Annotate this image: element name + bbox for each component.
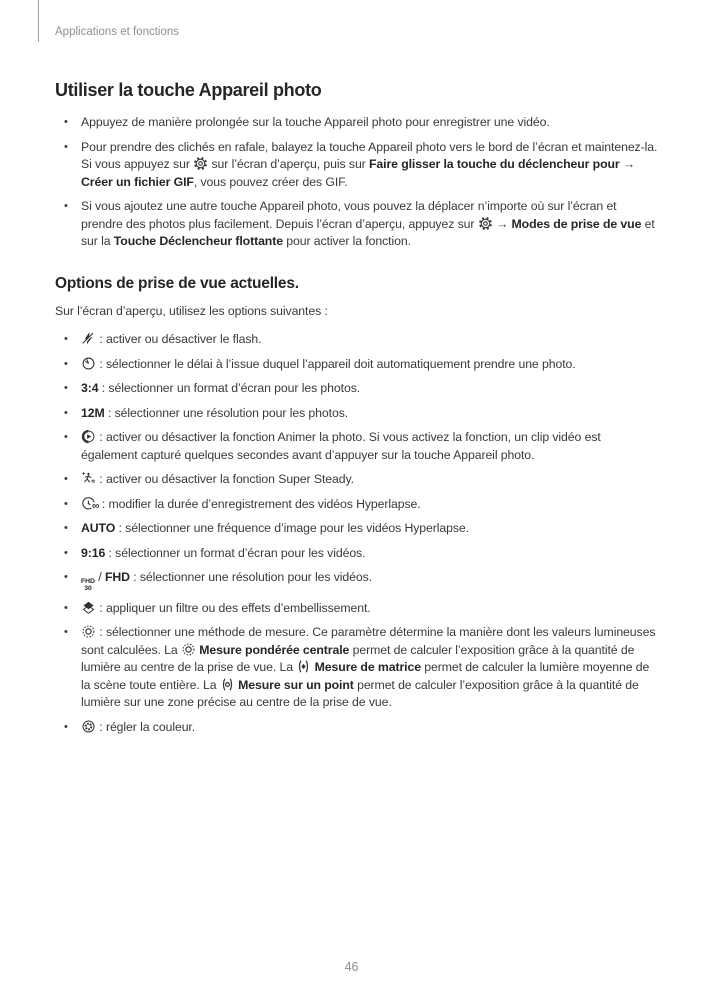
list-item [55,520,659,538]
hyperlapse-duration-icon [81,496,99,511]
shooting-options-list [55,331,659,736]
fhd-30-icon-row: 30 [84,584,92,592]
settings-gear-icon [193,156,208,171]
text-segment: : activer ou désactiver le flash. [96,332,262,346]
bold-label: 3:4 [81,381,99,395]
bold-label: 9:16 [81,545,106,560]
fhd-30-icon [81,579,95,593]
bold-label: Créer un fichier GIF [81,174,194,189]
page-content [55,80,659,743]
list-item [55,198,659,251]
list-item [55,496,659,514]
page-number: 46 [344,960,359,974]
subsection-title: Options de prise de vue actuelles. [55,274,299,292]
text-segment: : sélectionner une résolution pour les photos. [104,405,349,420]
intro-text: Sur l’écran d’aperçu, utilisez les options suivantes : [55,303,328,318]
text-segment: et sur la [81,216,655,248]
list-item [55,569,659,593]
list-item [55,429,659,464]
metering-center-icon [181,642,196,657]
text-segment: permet de calculer l’exposition grâce à la quantité de lumière sur une zone précise au centre de la prise de vue. [81,677,639,710]
bold-label: 12M [81,405,105,420]
super-steady-icon [81,471,96,486]
text-segment: Appuyez de manière prolongée sur la touche Appareil photo pour enregistrer une vidéo. [81,115,550,129]
flash-icon [81,331,96,346]
bold-label: Touche Déclencheur flottante [113,234,283,248]
fhd-30-icon-row: • FHD [81,578,95,585]
list-item [55,356,659,374]
list-item [55,600,659,618]
settings-gear-icon [478,216,493,231]
camera-button-bullet-list [55,114,659,251]
bold-label: Mesure pondérée centrale [199,642,350,657]
list-item [55,719,659,737]
list-item [55,545,659,563]
text-segment: : appliquer un filtre ou des effets d’embellissement. [96,600,371,615]
list-item [55,114,659,132]
text-segment: sur l’écran d’aperçu, puis sur [208,157,369,171]
metering-center-icon [81,624,96,639]
list-item [55,139,659,192]
motion-photo-icon [81,429,96,444]
text-segment: permet de calculer l’exposition grâce à la quantité de lumière au centre de la prise de vue. La [81,642,635,675]
text-segment: : modifier la durée d’enregistrement des vidéos Hyperlapse. [98,496,421,511]
text-segment: : sélectionner une méthode de mesure. Ce paramètre détermine la manière dont les valeurs lumineuses sont calculées. La [81,625,656,657]
list-item [55,405,659,423]
text-segment: Pour prendre des clichés en rafale, balayez la touche Appareil photo vers le bord de l’écran et maintenez-la. Si vous appuyez sur [81,139,658,171]
text-segment: : sélectionner une fréquence d’image pour les vidéos Hyperlapse. [115,521,469,535]
text-segment: : sélectionner une résolution pour les vidéos. [129,570,372,584]
list-item [55,471,659,489]
bold-label: Faire glisser la touche du déclencheur pour [369,157,620,171]
text-segment: → [619,157,636,171]
color-adjust-icon [81,719,96,734]
list-item [55,380,659,398]
section-title: Utiliser la touche Appareil photo [55,80,322,100]
text-segment: / [94,570,105,584]
text-segment: pour activer la fonction. [282,234,411,248]
bold-label: FHD [104,570,130,584]
text-segment: : activer ou désactiver la fonction Animer la photo. Si vous activez la fonction, un clip vidéo est également capturé quelques secondes avant d’appuyer sur la touche Appareil photo. [81,430,601,462]
chapter-header: Applications et fonctions [55,26,180,38]
header-rule [38,0,39,42]
text-segment: : sélectionner le délai à l’issue duquel l’appareil doit automatiquement prendre une photo. [96,356,576,371]
infinity-glyph: • ∞ [92,499,99,512]
bold-label: Modes de prise de vue [511,216,642,231]
metering-matrix-icon [296,659,311,674]
text-segment: : sélectionner un format d’écran pour les photos. [98,381,361,395]
text-segment: : activer ou désactiver la fonction Super Steady. [96,472,354,486]
metering-spot-icon [220,677,235,692]
list-item [55,624,659,712]
text-segment: : régler la couleur. [96,719,196,734]
bold-label: AUTO [81,521,116,535]
bold-label: Mesure de matrice [314,660,421,675]
text-segment: , vous pouvez créer des GIF. [193,174,348,189]
timer-icon [81,356,96,371]
text-segment: → [492,216,512,231]
text-segment: : sélectionner un format d’écran pour les vidéos. [105,545,366,560]
bold-label: Mesure sur un point [238,677,354,692]
list-item [55,331,659,349]
text-segment: permet de calculer la lumière moyenne de la scène toute entière. La [81,660,650,692]
filter-icon [81,600,96,615]
text-segment: Si vous ajoutez une autre touche Appareil photo, vous pouvez la déplacer n’importe où sur l’écran et prendre des photos plus facilement. Depuis l’écran d’aperçu, appuyez sur [81,199,617,231]
